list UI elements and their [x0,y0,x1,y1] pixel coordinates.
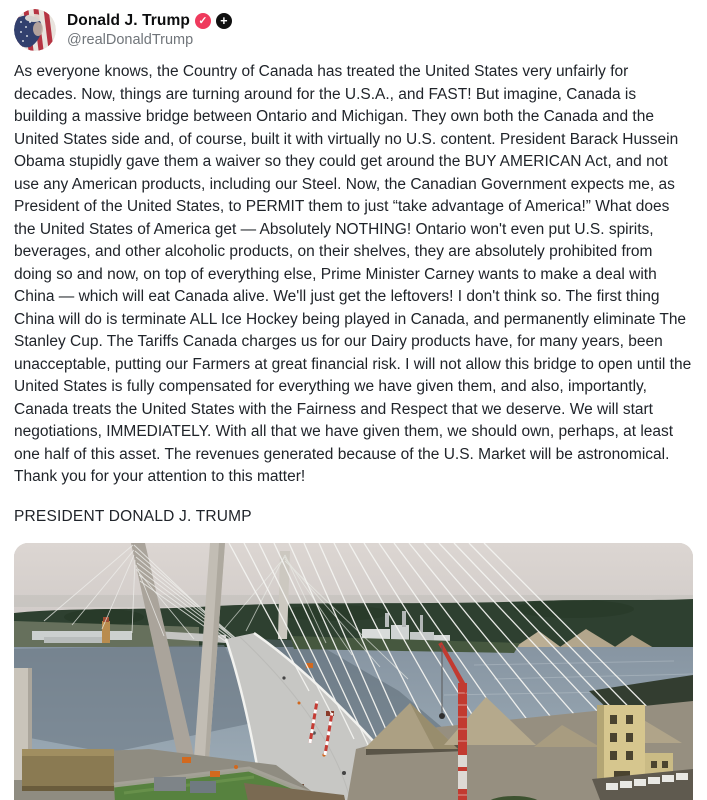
bridge-photo-graphic [14,543,693,800]
post-header [14,8,693,52]
post-photo[interactable] [14,543,693,800]
flag-avatar-graphic [14,9,56,51]
identity-block [67,12,232,48]
post-signature: PRESIDENT DONALD J. TRUMP [14,507,252,525]
avatar[interactable] [14,9,56,51]
display-name[interactable]: Donald J. Trump [67,12,190,29]
verified-badge-icon: ✓ [195,13,211,29]
user-handle[interactable]: @realDonaldTrump [67,32,194,48]
post-body-text: As everyone knows, the Country of Canada has treated the United States very unfairly for decades. Now, things are turning around for the U.S.A., and FAST! But imagine, Canada is building a massive bridge between Ontario and Michigan. They own both the Canada and the United States side and, of course, built it with virtually no U.S. content. President Barack Hussein Obama stupidly gave them a waiver so they could get around the BUY AMERICAN Act, and not use any American products, including our Steel. Now, the Canadian Government expects me, as President of the United States, to PERMIT them to just “take advantage of America!” What does the United States of America get — Absolutely NOTHING! Ontario won't even put U.S. spirits, beverages, and other alcoholic products, on their shelves, they are absolutely prohibited from doing so and now, on top of everything else, Prime Minister Carney wants to make a deal with China — which will eat Canada alive. We'll just get the leftovers! I don't think so. The first thing China will do is terminate ALL Ice Hockey being played in Canada, and permanently eliminate The Stanley Cup. The Tariffs Canada charges us for our Dairy products have, for many years, been unacceptable, putting our Farmers at great financial risk. I will not allow this bridge to open until the United States is fully compensated for everything we have given them, and also, importantly, Canada treats the United States with the Fairness and Respect that we deserve. We will start negotiations, IMMEDIATELY. With all that we have given them, we should own, perhaps, at least one half of this asset. The revenues generated because of the U.S. Market will be astronomical. Thank you for your attention to this matter! [14,63,692,485]
plus-badge-icon: + [216,13,232,29]
